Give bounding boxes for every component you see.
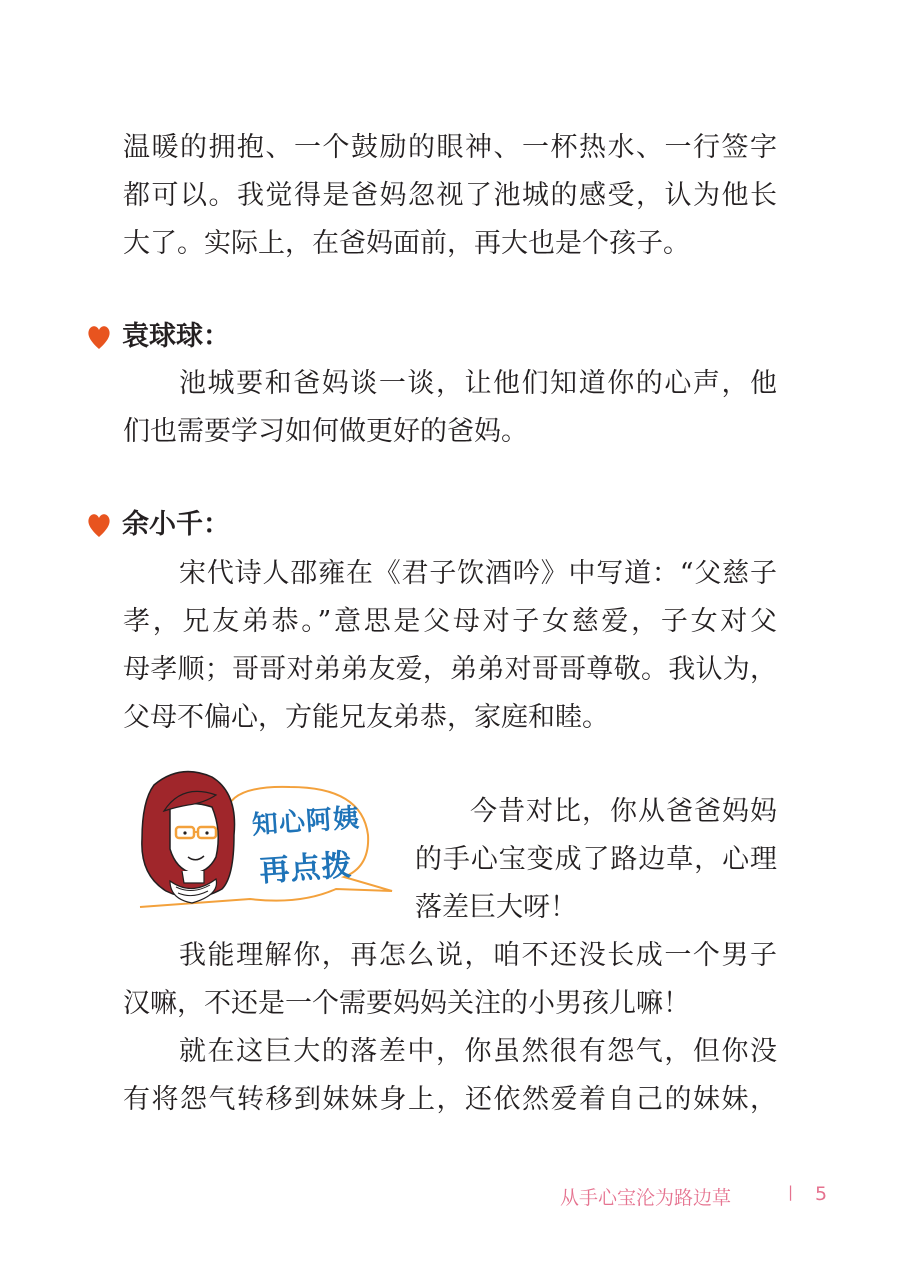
speaker-1-line-2: 们也需要学习如何做更好的爸妈。 — [123, 416, 528, 447]
badge-line-1: 知心阿姨 — [251, 803, 361, 841]
badge-line-2: 再点拨 — [258, 847, 354, 890]
speaker-name: 余小千： — [122, 509, 230, 540]
speaker-2-line-1: 宋代诗人邵雍在《君子饮酒吟》中写道：“父慈子 — [179, 558, 777, 589]
speaker-2-line-2: 孝，兄友弟恭。”意思是父母对子女慈爱，子女对父 — [123, 606, 777, 637]
intro-line-3: 大了。实际上，在爸妈面前，再大也是个孩子。 — [123, 228, 690, 259]
intro-line-1: 温暖的拥抱、一个鼓励的眼神、一杯热水、一行签字 — [123, 132, 777, 163]
chapter-title: 从手心宝沦为路边草 — [560, 1187, 732, 1209]
advice-line-4: 有将怨气转移到妹妹身上，还依然爱着自己的妹妹， — [123, 1084, 777, 1115]
footer-separator: | — [788, 1183, 794, 1201]
page-number: 5 — [815, 1183, 828, 1205]
heart-icon — [86, 324, 112, 350]
advice-side-line-2: 的手心宝变成了路边草，心理 — [415, 844, 777, 875]
advice-side-line-3: 落差巨大呀！ — [415, 892, 577, 923]
advice-side-line-1: 今昔对比，你从爸爸妈妈 — [470, 796, 777, 827]
advice-line-2: 汉嘛，不还是一个需要妈妈关注的小男孩儿嘛！ — [123, 988, 690, 1019]
speaker-2-line-4: 父母不偏心，方能兄友弟恭，家庭和睦。 — [123, 702, 609, 733]
advice-line-1: 我能理解你，再怎么说，咱不还没长成一个男子 — [179, 940, 777, 971]
speaker-name: 袁球球： — [122, 321, 230, 352]
advice-line-3: 就在这巨大的落差中，你虽然很有怨气，但你没 — [179, 1036, 777, 1067]
advisor-illustration — [130, 765, 400, 915]
intro-line-2: 都可以。我觉得是爸妈忽视了池城的感受，认为他长 — [123, 180, 777, 211]
speaker-1-line-1: 池城要和爸妈谈一谈，让他们知道你的心声，他 — [179, 368, 777, 399]
speaker-2-line-3: 母孝顺；哥哥对弟弟友爱，弟弟对哥哥尊敬。我认为， — [123, 654, 777, 685]
heart-icon — [86, 512, 112, 538]
page-footer — [560, 1183, 830, 1211]
